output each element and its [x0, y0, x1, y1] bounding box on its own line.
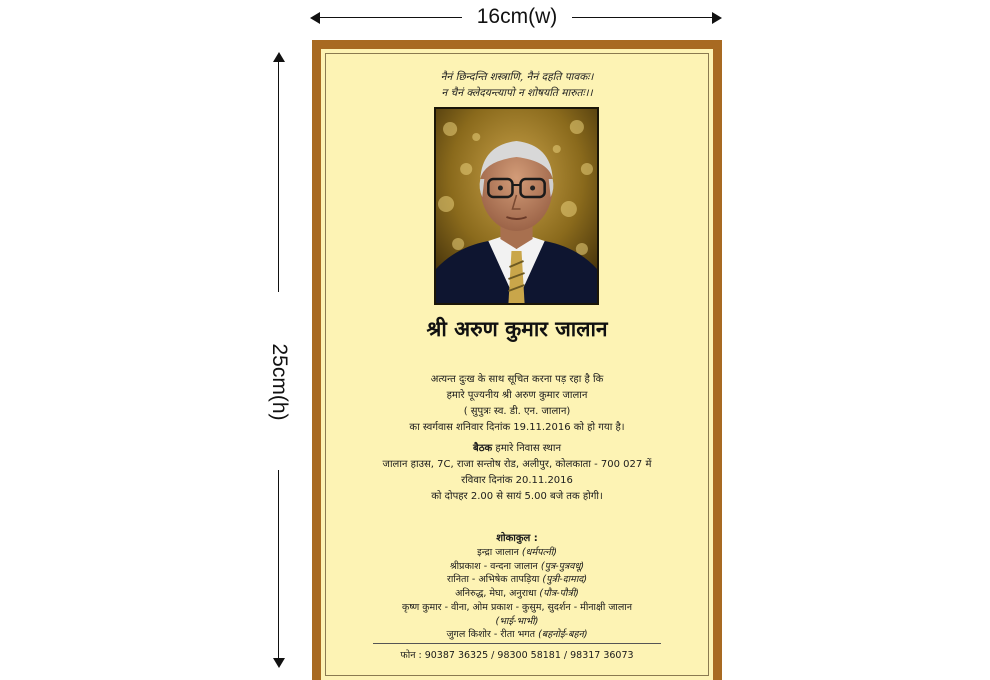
list-item	[321, 546, 713, 560]
meeting-line	[321, 441, 713, 457]
announcement-line: ( सुपुत्रः स्व. डी. एन. जालान)	[463, 406, 571, 417]
mourner-relation: (बहनोई-बहन)	[538, 629, 588, 641]
list-item	[321, 601, 713, 615]
height-label: 25cm(h)	[268, 343, 291, 421]
mourner-relation: (भाई-भाभी)	[495, 615, 539, 627]
announcement-line: अत्यन्त दुःख के साथ सूचित करना पड़ रहा है कि	[430, 374, 604, 385]
dimension-line	[316, 17, 462, 18]
list-item	[321, 615, 713, 629]
mourner-names: जुगल किशोर - रीता भगत	[446, 629, 536, 641]
meeting-line: रविवार दिनांक 20.11.2016	[461, 475, 573, 486]
width-label: 16cm(w)	[476, 5, 558, 28]
list-item	[321, 560, 713, 574]
portrait-photo	[434, 107, 599, 305]
mourner-names: इन्द्रा जालान	[477, 547, 519, 558]
meeting-line: को दोपहर 2.00 से सायं 5.00 बजे तक होगी।	[431, 491, 603, 502]
obituary-card	[312, 40, 722, 680]
card-body	[321, 49, 713, 680]
mourner-names: कृष्ण कुमार - वीना, ओम प्रकाश - कुसुम, सुदर्शन - मीनाक्षी जालान	[401, 601, 632, 613]
mourners-title: शोकाकुल :	[496, 533, 538, 544]
meeting-details	[321, 441, 713, 505]
mourner-names: अनिरुद्ध, मेघा, अनुराधा	[455, 588, 537, 600]
width-dimension	[310, 5, 722, 29]
mourners-list	[321, 546, 713, 642]
shloka-line-1: नैनं छिन्दन्ति शस्त्राणि, नैनं दहति पावकः।	[440, 71, 594, 83]
list-item	[321, 587, 713, 601]
mourner-names: श्रीप्रकाश - वन्दना जालान	[449, 560, 538, 572]
arrow-up-icon	[273, 52, 285, 62]
announcement-line: का स्वर्गवास शनिवार दिनांक 19.11.2016 को हो गया है।	[409, 422, 625, 433]
meeting-label: बैठक	[473, 443, 493, 454]
mourner-relation: (धर्मपत्नी)	[521, 547, 557, 558]
arrow-down-icon	[273, 658, 285, 668]
meeting-venue-intro: हमारे निवास स्थान	[495, 443, 561, 454]
shloka-line-2: न चैनं क्लेदयन्त्यापो न शोषयति मारुतः।।	[441, 87, 593, 99]
list-item	[321, 628, 713, 642]
divider	[373, 643, 661, 644]
mourner-relation: (पुत्र-पुत्रवधू)	[540, 560, 585, 572]
announcement-text	[321, 372, 713, 436]
arrow-left-icon	[310, 12, 320, 24]
deceased-name: श्री अरुण कुमार जालान	[426, 317, 608, 341]
mourner-relation: (पुत्री-दामाद)	[542, 574, 588, 586]
arrow-right-icon	[712, 12, 722, 24]
dimension-line	[278, 470, 279, 660]
announcement-line: हमारे पूज्यनीय श्री अरुण कुमार जालान	[446, 390, 588, 401]
mourner-names: रानिता - अभिषेक तापड़िया	[446, 574, 540, 586]
portrait-image	[436, 109, 597, 303]
height-dimension	[266, 52, 292, 668]
meeting-line: जालान हाउस, 7C, राजा सन्तोष रोड, अलीपुर, कोलकाता - 700 027 में	[382, 459, 652, 470]
dimension-line	[572, 17, 716, 18]
mourner-relation: (पौत्र-पौत्री)	[539, 588, 579, 600]
dimension-line	[278, 60, 279, 292]
list-item	[321, 573, 713, 587]
phone-numbers: फोन : 90387 36325 / 98300 58181 / 98317 36073	[400, 650, 634, 661]
